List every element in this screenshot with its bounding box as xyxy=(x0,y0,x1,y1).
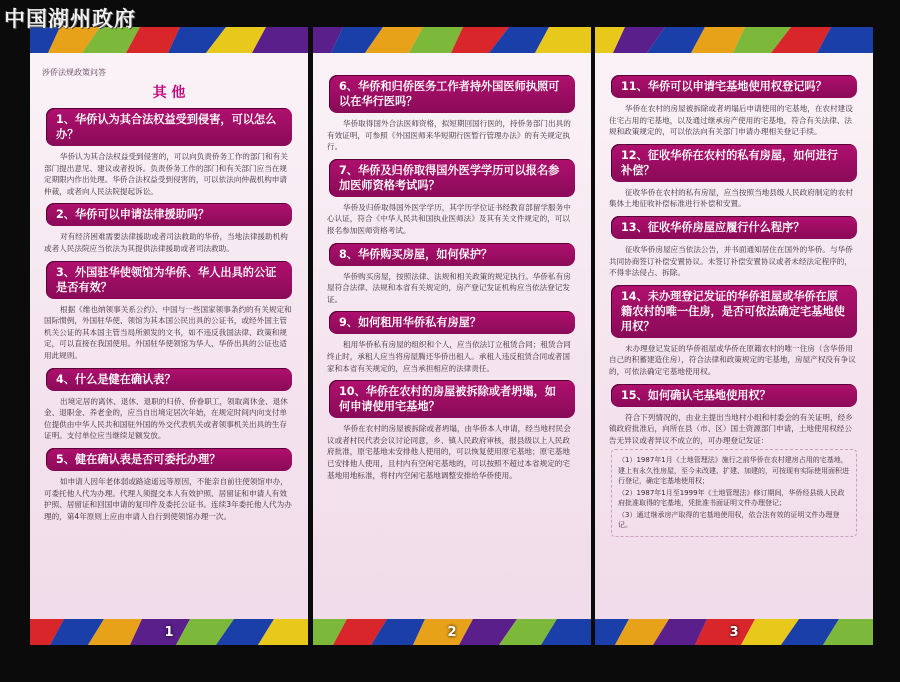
answer-text: 华侨认为其合法权益受到侵害的，可以向负责侨务工作的部门和有关部门提出意见、建议或者投诉。负责侨务工作的部门和有关部门应当在规定期限内作出处理。华侨合法权益受到侵害的，可以依法向仲裁机构申请仲裁，或者向人民法院提起诉讼。 xyxy=(44,152,288,196)
question-heading: 5、健在确认表是否可委托办理？ xyxy=(46,448,292,471)
question-heading: 13、征收华侨房屋应履行什么程序？ xyxy=(611,216,857,239)
answer-text: 华侨在农村的房屋被拆除或者坍塌，由华侨本人申请，经当地村民会议或者村民代表会议讨论同意，乡、镇人民政府审核，报县级以上人民政府批准，原宅基地未安排他人使用的，可以恢复使用原宅基地；原宅基地已安排他人使用，且村内有空闲宅基地的，可以按照不超过本省规定的宅基地用地标准，将村内空闲宅基地调整安排给华侨使用。 xyxy=(327,424,571,480)
answer-text: 如申请人因年老体弱或路途遥远等原因，不能亲自前往使领馆申办，可委托他人代为办理。代理人须提交本人有效护照、居留证和申请人有效护照、居留证和回国申请的复印件及委托公证书。连续3年委托他人代为办理的，第4年原则上应由申请人自行到使领馆办理一次。 xyxy=(44,476,292,521)
question-heading: 7、华侨及归侨取得国外医学学历可以报名参加医师资格考试吗？ xyxy=(329,159,575,197)
answer-text: 未办理登记发证的华侨祖屋或华侨在原籍农村的唯一住房（含华侨用自己的积蓄建造住房），符合法律和政策规定的宅基地，房屋产权没有争议的，可依法确定宅基地使用权。 xyxy=(609,343,856,376)
list-item: （1）1987年1月《土地管理法》施行之前华侨在农村建房占用的宅基地，建上有永久性房屋，至今未改建、扩建、加建的，可按现有实际使用面积进行登记，确定宅基地使用权； xyxy=(618,456,849,486)
question-heading: 8、华侨购买房屋，如何保护？ xyxy=(329,243,575,266)
answer-text: 征收华侨在农村的私有房屋，应当按照当地县级人民政府制定的农村集体土地征收补偿标准进行补偿和安置。 xyxy=(609,187,853,209)
top-color-band xyxy=(313,27,591,53)
list-item: （2）1987年1月至1999年《土地管理法》修订期间，华侨经县级人民政府批准取得的宅基地，凭批准书面证明文件办理登记； xyxy=(618,488,845,508)
answer-text: 征收华侨房屋应当依法公告，并书面通知居住在国外的华侨。与华侨共同协商签订补偿安置协议。未签订补偿安置协议或者未经法定程序的，不得非法侵占、拆除。 xyxy=(609,244,853,278)
answer-text: 华侨购买房屋，按照法律、法规和相关政策的规定执行。华侨私有房屋符合法律、法规和本省有关规定的，房产登记发证机构应当依法登记发证。 xyxy=(327,271,571,304)
booklet-header: 涉侨法规政策问答 xyxy=(42,68,106,77)
question-heading: 6、华侨和归侨医务工作者持外国医师执照可以在华行医吗？ xyxy=(329,75,575,113)
question-heading: 9、如何租用华侨私有房屋？ xyxy=(329,311,575,334)
answer-text: 租用华侨私有房屋的组织和个人，应当依法订立租赁合同；租赁合同终止时，承租人应当将房屋腾还华侨出租人。承租人违反租赁合同或者国家和本省有关规定的，应当承担相应的法律责任。 xyxy=(327,340,571,373)
page-number: 1 xyxy=(164,625,174,640)
question-heading: 14、未办理登记发证的华侨祖屋或华侨在原籍农村的唯一住房，是否可依法确定宅基地使用权？ xyxy=(611,285,857,338)
conditions-list xyxy=(611,449,857,537)
question-heading: 1、华侨认为其合法权益受到侵害，可以怎么办？ xyxy=(46,108,292,146)
panel-page-3 xyxy=(595,27,873,645)
question-heading: 2、华侨可以申请法律援助吗？ xyxy=(46,203,292,226)
answer-text: 对有经济困难需要法律援助或者司法救助的华侨，当地法律援助机构或者人民法院应当依法为其提供法律援助或者司法救助。 xyxy=(44,232,288,253)
section-title: 其 他 xyxy=(152,85,186,101)
answer-text: 华侨取得国外合法医师资格，拟短期回国行医的，持侨务部门出具的有效证明，可参照《外国医师来华短期行医暂行管理办法》的有关规定执行。 xyxy=(327,119,571,152)
page-number: 3 xyxy=(729,625,739,640)
question-heading: 10、华侨在农村的房屋被拆除或者坍塌，如何申请使用宅基地？ xyxy=(329,380,575,418)
answer-text: 华侨及归侨取得国外医学学历，其学历学位证书经教育部留学服务中心认证，符合《中华人民共和国执业医师法》及其有关文件规定的，可以报名参加医师资格考试。 xyxy=(327,202,571,235)
question-heading: 3、外国驻华使领馆为华侨、华人出具的公证是否有效？ xyxy=(46,261,292,299)
top-color-band xyxy=(595,27,873,53)
answer-text: 出境定居的离休、退休、退职的归侨、侨眷职工，领取离休金、退休金、退职金、养老金的，应当自出境定居次年始，在规定时间内向支付单位提供由中华人民共和国驻外国的外交代表机关或者领事机关出具的生存证明。支付单位应当继续足额发放。 xyxy=(44,396,288,441)
page-number: 2 xyxy=(447,625,457,640)
question-heading: 11、华侨可以申请宅基地使用权登记吗？ xyxy=(611,75,857,98)
list-item: （3）通过继承房产取得的宅基地使用权，依合法有效的证明文件办理登记。 xyxy=(618,510,840,530)
answer-text: 根据《维也纳领事关系公约》、中国与一些国家领事条约的有关规定和国际惯例，外国驻华使、领馆为其本国公民出具的公证书，或经外国主管机关公证的其本国主管当局所颁发的文书，如不违反我国法律、政策和规定，可以直接在我国使用。外国驻华使领馆为华人、华侨出具的公证也适用此规则。 xyxy=(44,304,292,360)
question-heading: 12、征收华侨在农村的私有房屋，如何进行补偿？ xyxy=(611,144,857,182)
question-heading: 4、什么是健在确认表？ xyxy=(46,368,292,391)
answer-text: 符合下列情况的，由业主提出当地村小组和村委会的有关证明，经乡镇政府批准后，向所在县（市、区）国土资源部门申请，土地使用权经公告无异议或者异议不成立的，可办理登记发证： xyxy=(609,412,853,445)
panel-page-1 xyxy=(30,27,308,645)
answer-text: 华侨在农村的房屋被拆除或者坍塌后申请使用的宅基地，在农村建设住宅占用的宅基地，以及通过继承房产使用的宅基地，符合有关法律、法规和政策规定的，可以依法向有关部门申请办理相关登记手续。 xyxy=(609,104,853,137)
question-heading: 15、如何确认宅基地使用权？ xyxy=(611,384,857,407)
watermark-logo: 中国湖州政府 xyxy=(4,6,136,31)
panel-page-2 xyxy=(313,27,591,645)
